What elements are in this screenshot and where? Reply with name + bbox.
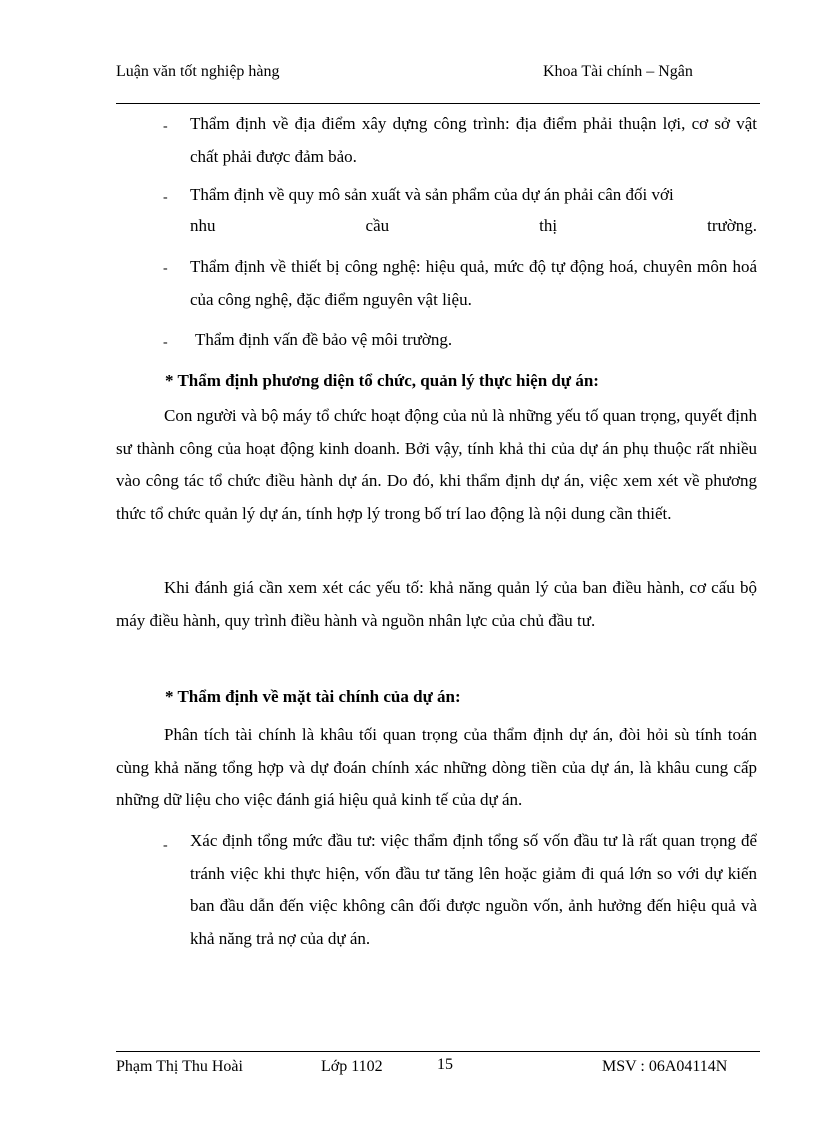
bullet-dash-icon: - bbox=[163, 335, 168, 350]
section-heading-finance: * Thẩm định về mặt tài chính của dự án: bbox=[165, 687, 461, 706]
section-heading-organization: * Thẩm định phương diện tổ chức, quản lý thực hiện dự án: bbox=[165, 371, 599, 390]
bullet-item-location: Thẩm định về địa điểm xây dựng công trình: địa điểm phải thuận lợi, cơ sở vật chất phải được đảm bảo. bbox=[190, 114, 757, 166]
header-right-title: Khoa Tài chính – Ngân bbox=[543, 63, 693, 80]
footer-author: Phạm Thị Thu Hoài bbox=[116, 1058, 243, 1075]
bullet-item-environment: Thẩm định vấn đề bảo vệ môi trường. bbox=[195, 330, 453, 349]
bullet-item-technology: Thẩm định về thiết bị công nghệ: hiệu quả, mức độ tự động hoá, chuyên môn hoá của công nghệ, đặc điểm nguyên vật liệu. bbox=[190, 257, 757, 309]
header-rule bbox=[116, 103, 760, 104]
bullet-dash-icon: - bbox=[163, 261, 168, 276]
spread-word: nhu bbox=[190, 216, 216, 235]
footer-page-number: 15 bbox=[437, 1056, 453, 1073]
bullet-item-scale-continuation bbox=[190, 215, 757, 237]
bullet-item-scale: Thẩm định về quy mô sản xuất và sản phẩm của dự án phải cân đối với bbox=[190, 185, 674, 204]
bullet-dash-icon: - bbox=[163, 190, 168, 205]
footer-msv: MSV : 06A04114N bbox=[602, 1058, 728, 1075]
paragraph-evaluation: Khi đánh giá cần xem xét các yếu tố: khả năng quản lý của ban điều hành, cơ cấu bộ máy điều hành, quy trình điều hành và nguồn nhân lực của chủ đầu tư. bbox=[116, 578, 757, 630]
paragraph-finance: Phân tích tài chính là khâu tối quan trọng của thẩm định dự án, đòi hỏi sù tính toán cùng khả năng tổng hợp và dự đoán chính xác những dòng tiền của dự án, là khâu cung cấp những dữ liệu cho việc đánh giá hiệu quả kinh tế của dự án. bbox=[116, 725, 757, 809]
paragraph-organization: Con người và bộ máy tổ chức hoạt động của nủ là những yếu tố quan trọng, quyết định sư thành công của hoạt động kinh doanh. Bởi vậy, tính khả thi của dự án phụ thuộc rất nhiều vào công tác tổ chức điều hành dự án. Do đó, khi thẩm định dự án, việc xem xét về phương thức tổ chức quản lý dự án, tính hợp lý trong bố trí lao động là nội dung cần thiết. bbox=[116, 406, 757, 523]
spread-word: cầu bbox=[365, 216, 390, 235]
bullet-item-investment: Xác định tổng mức đầu tư: việc thẩm định tổng số vốn đầu tư là rất quan trọng để tránh việc khi thực hiện, vốn đầu tư tăng lên hoặc giảm đi quá lớn so với dự kiến ban đầu dẫn đến việc không cân đối được nguồn vốn, ảnh hưởng đến hiệu quả và khả năng trả nợ của dự án. bbox=[190, 831, 757, 948]
header-left-title: Luận văn tốt nghiệp hàng bbox=[116, 63, 280, 80]
footer-class: Lớp 1102 bbox=[321, 1058, 383, 1075]
bullet-dash-icon: - bbox=[163, 838, 168, 853]
spread-word: thị bbox=[539, 216, 558, 235]
footer-rule bbox=[116, 1051, 760, 1052]
spread-word: trường. bbox=[707, 216, 757, 235]
bullet-dash-icon: - bbox=[163, 119, 168, 134]
